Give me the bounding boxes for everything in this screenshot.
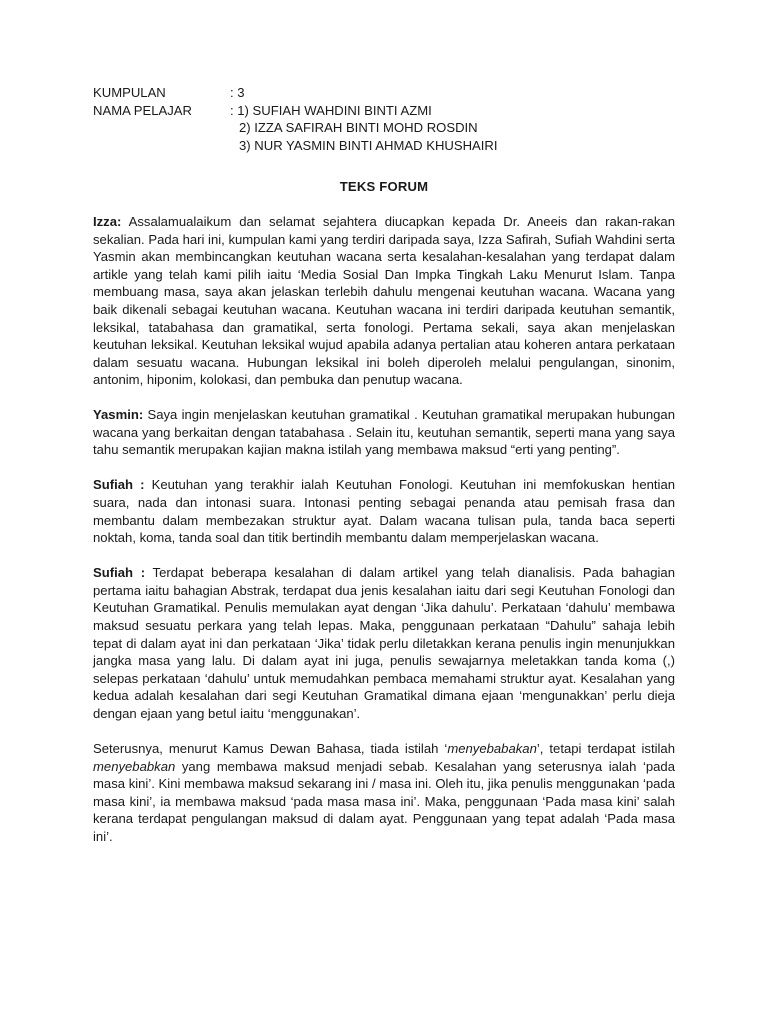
paragraph-text: Assalamualaikum dan selamat sejahtera diucapkan kepada Dr. Aneeis dan rakan-rakan sekalian. Pada hari ini, kumpulan kami yang terdiri daripada saya, Izza Safirah, Sufiah Wahdini serta Yasmin akan membincangkan keutuhan wacana serta kesalahan-kesalahan yang terdapat dalam artikle yang telah kami pilih iaitu ‘Media Sosial Dan Impka Tingkah Laku Menurut Islam. Tanpa membuang masa, saya akan jelaskan terlebih dahulu mengenai keutuhan wacana. Wacana yang baik dikenali sebagai keutuhan wacana. Keutuhan wacana ini terdiri daripada keutuhan semantik, leksikal, tatabahasa dan gramatikal, serta fonologi. Pertama sekali, saya akan menjelaskan keutuhan leksikal. Keutuhan leksikal wujud apabila adanya pertalian atau koheren antara perkataan dalam sesuatu wacana. Hubungan leksikal ini boleh diperoleh melalui pengulangan, sinonim, antonim, hiponim, kolokasi, dan pembuka dan penutup wacana. — [93, 213, 675, 388]
students-label: NAMA PELAJAR — [93, 102, 192, 118]
italic-term: menyebabkan — [93, 758, 176, 774]
paragraph-text: Saya ingin menjelaskan keutuhan gramatikal . Keutuhan gramatikal merupakan hubungan wacana yang berkaitan dengan tatabahasa . Selain itu, keutuhan semantik, seperti mana yang saya tahu semantik merupakan kajian makna istilah yang membawa maksud “erti yang penting”. — [93, 407, 675, 458]
document-title: TEKS FORUM — [339, 179, 429, 195]
document-page — [93, 84, 675, 863]
speaker-name: Sufiah : — [93, 477, 145, 493]
students-row — [93, 102, 675, 120]
paragraph-text-part: ’, tetapi terdapat istilah — [536, 740, 675, 756]
paragraph-text-part: yang membawa maksud menjadi sebab. Kesalahan yang seterusnya ialah ‘pada masa kini’. Kini membawa maksud sekarang ini / masa ini. Oleh itu, jika penulis menggunakan ‘pada masa kini’, ia membawa maksud ‘pada masa masa ini’. Maka, penggunaan ‘Pada masa kini’ salah kerana terdapat pengulangan maksud di dalam ayat. Penggunaan yang tepat adalah ‘Pada masa ini’. — [93, 758, 675, 844]
student-1-name: : 1) SUFIAH WAHDINI BINTI AZMI — [230, 102, 432, 118]
student-2-name: 2) IZZA SAFIRAH BINTI MOHD ROSDIN — [239, 120, 478, 136]
group-row — [93, 84, 675, 102]
student-3-wrap — [230, 137, 675, 155]
italic-term: menyebabakan — [447, 740, 537, 756]
student-2-wrap — [230, 119, 675, 137]
speaker-name: Sufiah : — [93, 565, 146, 581]
paragraph-text-part: Seterusnya, menurut Kamus Dewan Bahasa, tiada istilah ‘ — [93, 740, 448, 756]
paragraph-izza — [93, 213, 675, 389]
student-info-header — [93, 84, 675, 154]
paragraph-sufiah-1 — [93, 476, 675, 546]
header-spacer — [93, 119, 230, 137]
paragraph-text: Terdapat beberapa kesalahan di dalam artikel yang telah dianalisis. Pada bahagian pertama iaitu bahagian Abstrak, terdapat dua jenis kesalahan iaitu dari segi Keutuhan Fonologi dan Keutuhan Gramatikal. Penulis memulakan ayat dengan ‘Jika dahulu’. Perkataan ‘dahulu’ membawa maksud sesuatu perkara yang telah lepas. Maka, penggunaan perkataan “Dahulu” sahaja lebih tepat di dalam ayat ini dan perkataan ‘Jika’ tidak perlu diletakkan kerana penulis ingin menunjukkan jangka masa yang lalu. Di dalam ayat ini juga, penulis sewajarnya meletakkan tanda koma (,) selepas perkataan ‘dahulu’ untuk memudahkan pembaca memahami struktur ayat. Kesalahan yang kedua adalah kesalahan dari segi Keutuhan Gramatikal dimana ejaan ‘mengunakkan’ perlu dieja dengan ejaan yang betul iaitu ‘menggunakan’. — [93, 565, 676, 721]
paragraph-text: Keutuhan yang terakhir ialah Keutuhan Fonologi. Keutuhan ini memfokuskan hentian suara, nada dan intonasi suara. Intonasi penting sebagai penanda atau pemisah frasa dan membantu dalam membezakan struktur ayat. Dalam wacana tulisan pula, tanda baca seperti noktah, koma, tanda soal dan titik bertindih membantu dalam memperjelaskan wacana. — [93, 477, 676, 546]
group-label: KUMPULAN — [93, 85, 166, 100]
paragraph-closing — [93, 740, 675, 846]
student-3-row — [93, 137, 675, 155]
student-3-name: 3) NUR YASMIN BINTI AHMAD KHUSHAIRI — [239, 137, 498, 153]
header-spacer — [93, 137, 230, 155]
group-value: : 3 — [230, 85, 245, 100]
paragraph-yasmin — [93, 406, 675, 459]
speaker-name: Izza: — [93, 213, 122, 229]
student-2-row — [93, 119, 675, 137]
speaker-name: Yasmin: — [93, 407, 144, 423]
paragraph-sufiah-2 — [93, 564, 675, 722]
